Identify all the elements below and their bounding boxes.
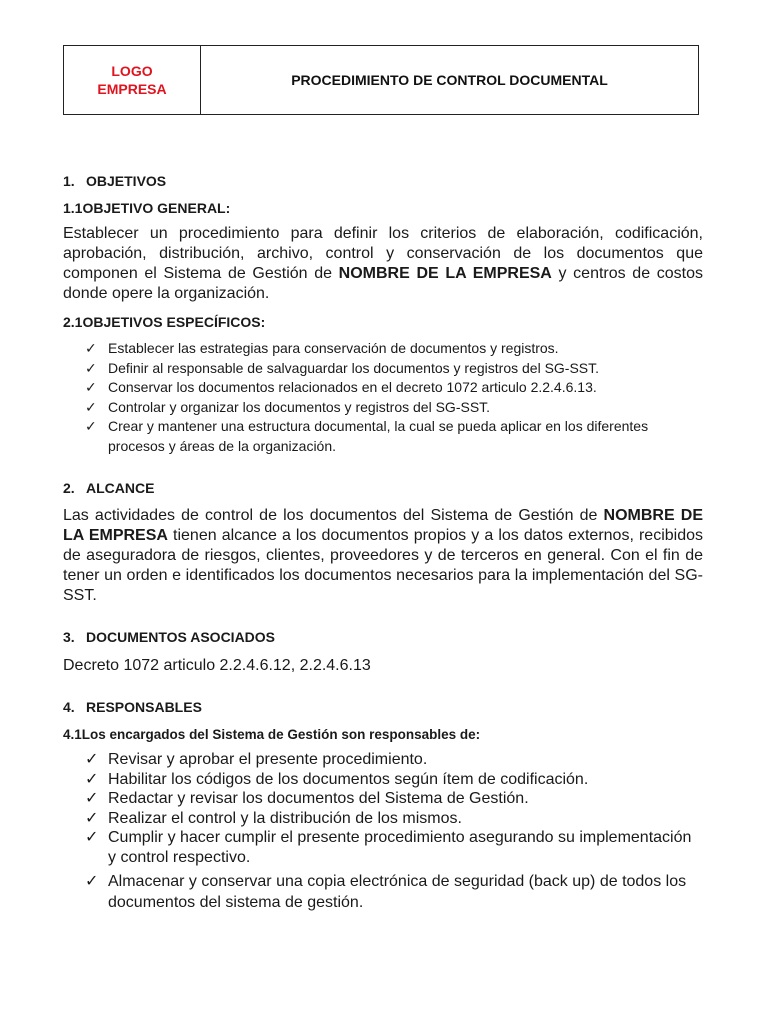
subsection-title: Los encargados del Sistema de Gestión son responsables de: [81,727,481,742]
check-icon: ✓ [85,418,97,434]
objetivo-general-paragraph [63,224,703,304]
section-alcance-heading [63,480,703,496]
list-item-text: Controlar y organizar los documentos y registros del SG-SST. [108,398,491,415]
list-item [63,398,703,418]
list-item [63,417,703,456]
list-item [63,750,703,770]
check-icon: ✓ [85,790,99,807]
company-name: NOMBRE DE LA EMPRESA [338,265,552,282]
list-item-text: Definir al responsable de salvaguardar los documentos y registros del SG-SST. [108,359,600,376]
section-title: ALCANCE [86,480,155,496]
list-item-text: Almacenar y conservar una copia electrónica de seguridad (back up) de todos los documentos del sistema de gestión. [108,873,687,911]
section-number: 3. [63,629,75,645]
document-title: PROCEDIMIENTO DE CONTROL DOCUMENTAL [291,72,608,88]
section-documentos-heading [63,629,703,645]
subsection-objetivos-especificos-heading [63,314,703,330]
subsection-objetivo-general-heading [63,200,703,216]
list-item-text: Cumplir y hacer cumplir el presente procedimiento asegurando su implementación y control respectivo. [108,829,692,866]
check-icon: ✓ [85,359,97,376]
logo-line-1: LOGO [111,63,153,79]
list-item-text: Redactar y revisar los documentos del Sistema de Gestión. [108,790,529,807]
alcance-paragraph [63,506,703,606]
header-table [63,45,699,115]
list-item-text: Revisar y aprobar el presente procedimiento. [108,751,428,768]
list-item [63,770,703,790]
list-item [63,378,703,398]
check-icon: ✓ [85,809,99,827]
subsection-number: 2.1 [63,314,83,330]
subsection-number: 1.1 [63,200,83,216]
check-icon: ✓ [85,340,97,356]
section-title: RESPONSABLES [86,699,202,715]
document-body [63,170,703,913]
section-number: 4. [63,699,75,715]
list-item-text: Realizar el control y la distribución de los mismos. [108,809,462,827]
check-icon: ✓ [85,379,97,395]
subsection-responsables-heading [63,727,703,742]
section-title: DOCUMENTOS ASOCIADOS [86,629,276,645]
section-responsables-heading [63,699,703,715]
list-item [63,828,703,867]
logo-placeholder [64,46,201,114]
list-item [63,339,703,359]
text-span: y centros de costos donde opere la organización. [63,265,704,302]
section-number: 1. [63,173,75,189]
section-title: OBJETIVOS [86,173,167,189]
documentos-paragraph: Decreto 1072 articulo 2.2.4.6.12, 2.2.4.6.13 [63,657,371,674]
list-item-text: Crear y mantener una estructura documental, la cual se pueda aplicar en los diferentes procesos y áreas de la organización. [108,418,649,454]
list-item-text: Establecer las estrategias para conservación de documentos y registros. [108,340,559,356]
text-span: Las actividades de control de los documentos del Sistema de Gestión de [63,507,604,524]
list-item [63,809,703,829]
section-objetivos-heading [63,173,703,189]
subsection-title: OBJETIVOS ESPECÍFICOS: [82,314,266,330]
section-number: 2. [63,480,75,496]
logo-line-2: EMPRESA [97,81,167,97]
subsection-title: OBJETIVO GENERAL: [82,200,231,216]
list-item-text: Conservar los documentos relacionados en el decreto 1072 articulo 2.2.4.6.13. [108,379,597,395]
check-icon: ✓ [85,770,99,788]
list-item [63,789,703,809]
text-span: tienen alcance a los documentos propios y a los datos externos, recibidos de aseguradora de riesgos, clientes, proveedores y de terceros en general. Con el fin de tener un orden e identificados los documentos necesarios para la implementación del SG-SST. [63,527,703,604]
check-icon: ✓ [85,751,99,768]
check-icon: ✓ [85,873,99,890]
check-icon: ✓ [85,398,97,415]
check-icon: ✓ [85,829,99,846]
text-span: Establecer un procedimiento para definir los criterios de elaboración, codificación, aprobación, distribución, archivo, control y conservación de los documentos que componen el Sistema de Gestión de [63,225,703,282]
objetivos-especificos-list [63,339,703,456]
responsables-list [63,750,703,913]
list-item-text: Habilitar los códigos de los documentos según ítem de codificación. [108,770,589,788]
subsection-number: 4.1 [63,727,82,742]
company-name: NOMBRE DE LA EMPRESA [63,507,703,544]
list-item [63,871,703,913]
list-item [63,359,703,379]
